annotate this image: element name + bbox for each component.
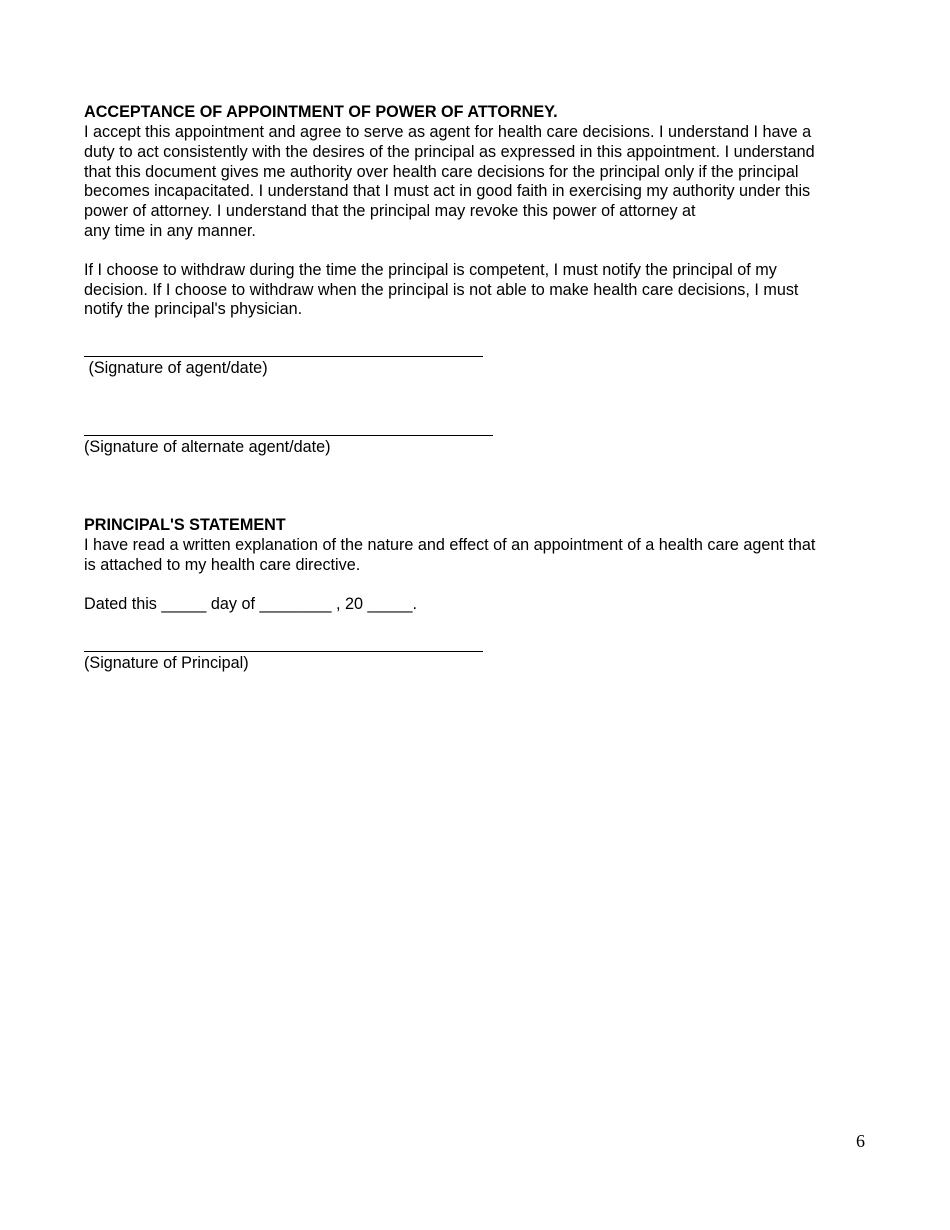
principal-signature-label: (Signature of Principal) bbox=[84, 654, 249, 672]
acceptance-heading: ACCEPTANCE OF APPOINTMENT OF POWER OF ATTORNEY. bbox=[84, 103, 558, 121]
acceptance-paragraph-line: any time in any manner. bbox=[84, 222, 256, 240]
page-number: 6 bbox=[856, 1131, 865, 1151]
principal-statement-heading: PRINCIPAL'S STATEMENT bbox=[84, 516, 286, 534]
dated-line: Dated this _____ day of ________ , 20 _____. bbox=[84, 595, 418, 613]
principal-statement-line: is attached to my health care directive. bbox=[84, 556, 361, 574]
withdraw-paragraph-line: decision. If I choose to withdraw when the principal is not able to make health care decisions, I must bbox=[84, 281, 799, 299]
acceptance-paragraph-line: power of attorney. I understand that the principal may revoke this power of attorney at bbox=[84, 202, 696, 220]
acceptance-paragraph-line: I accept this appointment and agree to serve as agent for health care decisions. I understand I have a bbox=[84, 123, 812, 141]
principal-signature-line[interactable] bbox=[84, 651, 483, 652]
acceptance-paragraph-line: duty to act consistently with the desires of the principal as expressed in this appointment. I understand bbox=[84, 143, 815, 161]
agent-signature-line[interactable] bbox=[84, 356, 483, 357]
acceptance-paragraph-line: becomes incapacitated. I understand that I must act in good faith in exercising my authority under this bbox=[84, 182, 811, 200]
agent-signature-label: (Signature of agent/date) bbox=[84, 359, 268, 377]
alternate-agent-signature-line[interactable] bbox=[84, 435, 493, 436]
principal-statement-line: I have read a written explanation of the nature and effect of an appointment of a health care agent that bbox=[84, 536, 816, 554]
withdraw-paragraph-line: If I choose to withdraw during the time the principal is competent, I must notify the principal of my bbox=[84, 261, 777, 279]
withdraw-paragraph-line: notify the principal's physician. bbox=[84, 300, 303, 318]
alternate-agent-signature-label: (Signature of alternate agent/date) bbox=[84, 438, 331, 456]
acceptance-paragraph-line: that this document gives me authority over health care decisions for the principal only if the principal bbox=[84, 163, 799, 181]
